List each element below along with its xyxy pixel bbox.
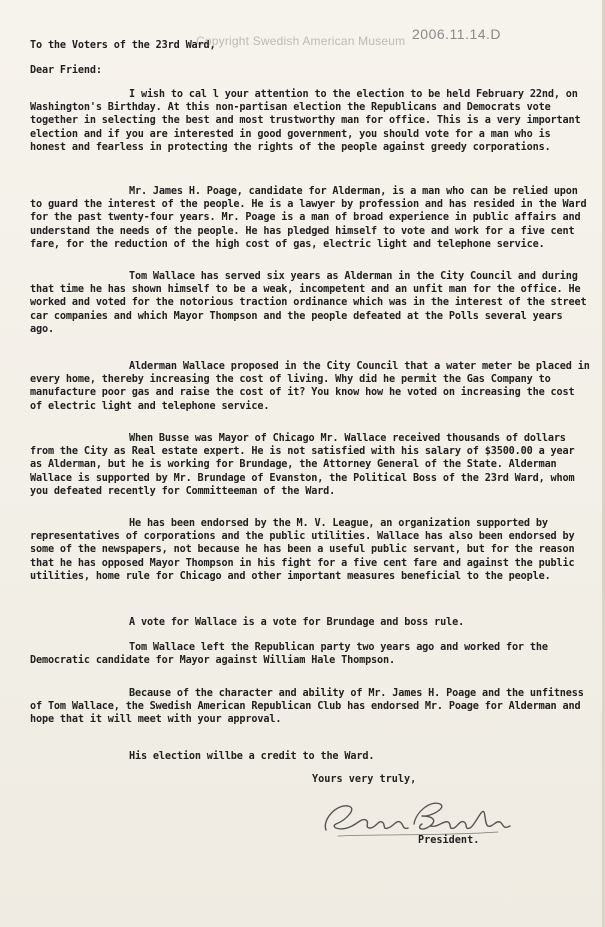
paragraph-wallace-record: Tom Wallace has served six years as Alderman in the City Council and during that time he has shown himself to be a weak, incompetent and an unfit man for the office. He worked and voted for the notorious traction ordinance which was in the interest of the street car companies and which Mayor Thompson and the people defeated at the Polls several years ago. [30, 271, 587, 335]
closing-line: Yours very truly, [312, 774, 417, 785]
paragraph-left-party: Tom Wallace left the Republican party two years ago and worked for the Democratic candidate for Mayor against William Hale Thompson. [30, 642, 548, 667]
paragraph-busse-mayor: When Busse was Mayor of Chicago Mr. Wallace received thousands of dollars from the City as Real estate expert. He is not satisfied with his salary of $3500.00 a year as Alderman, but he is working for Brundage, the Attorney General of the State. Alderman Wallace is supported by Mr. Brundage of Evanston, the Political Boss of the 23rd Ward, whom you defeated recently for Committeeman of the Ward. [30, 433, 575, 497]
paragraph-water-meter: Alderman Wallace proposed in the City Council that a water meter be placed in every home, thereby increasing the cost of living. Why did he permit the Gas Company to manufacture poor gas and raise the cost of it? You know how he voted on increasing the cost of electric light and telephone service. [30, 361, 590, 412]
paragraph-boss-rule: A vote for Wallace is a vote for Brundage and boss rule. [129, 617, 465, 628]
paragraph-mv-league: He has been endorsed by the M. V. League, an organization supported by representatives of corporations and the public utilities. Wallace has also been endorsed by some of the newspapers, not because he has been a useful public servant, but for the reason that he has opposed Mayor Thompson in his fight for a five cent fare and against the public utilities, home rule for Chicago and other important measures beneficial to the people. [30, 518, 575, 582]
greeting-line: Dear Friend: [30, 65, 102, 76]
paragraph-poage-candidate: Mr. James H. Poage, candidate for Alderman, is a man who can be relied upon to guard the interest of the people. He is a lawyer by profession and has resided in the Ward for the past twenty-four years. Mr. Poage is a man of broad experience in public affairs and understand the needs of the people. He has pledged himself to vote and work for a five cent fare, for the reduction of the high cost of gas, electric light and telephone service. [30, 186, 587, 250]
signer-title: President. [418, 835, 480, 846]
paragraph-club-endorsement: Because of the character and ability of Mr. James H. Poage and the unfitness of Tom Wallace, the Swedish American Republican Club has endorsed Mr. Poage for Alderman and hope that it will meet with your approval. [30, 688, 584, 726]
copyright-watermark: Copyright Swedish American Museum [196, 34, 406, 48]
paragraph-election-notice: I wish to cal l your attention to the election to be held February 22nd, on Washington's Birthday. At this non-partisan election the Republicans and Democrats vote together in selecting the best and most trustworthy man for office. This is a very important election and if you are interested in good government, you should vote for a man who is honest and fearless in protecting the rights of the people against greedy corporations. [30, 89, 581, 153]
paragraph-credit-to-ward: His election willbe a credit to the Ward. [129, 751, 375, 762]
addressee-line: To the Voters of the 23rd Ward, [30, 40, 216, 51]
accession-number: 2006.11.14.D [412, 26, 502, 42]
